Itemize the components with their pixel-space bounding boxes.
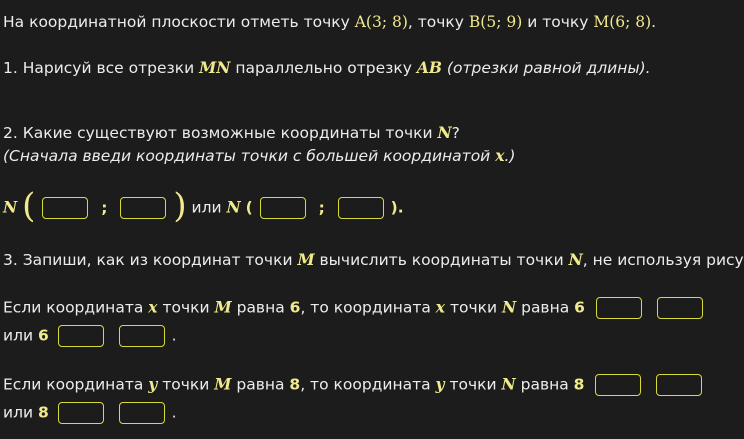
q3-text: , не используя рису (582, 251, 744, 269)
x-rule-text: точки (445, 298, 502, 317)
var-x: x (435, 297, 446, 317)
answer-row (3, 186, 404, 226)
x-num2-input[interactable] (119, 325, 165, 347)
question-2-hint (3, 146, 515, 166)
semicolon: ; (101, 198, 108, 217)
y-rule-text: точки (157, 375, 215, 394)
y-num1-input[interactable] (656, 374, 702, 396)
q1-text: 1. Нарисуй все отрезки (3, 59, 200, 77)
y-rule-text: точки (444, 375, 502, 394)
var-x: x (495, 146, 505, 165)
question-3 (3, 250, 744, 270)
y-rule-text: равна (231, 375, 290, 394)
x-rule-text: равна (516, 298, 575, 317)
y-value: 8 (37, 403, 49, 422)
intro-text: На координатной плоскости отметь точку (3, 13, 355, 31)
x-rule-or-line (3, 325, 177, 347)
y-rule-text: , то координата (300, 375, 436, 394)
q1-note: (отрезки равной длины). (442, 59, 651, 77)
y-rule-or-line (3, 402, 177, 424)
var-x: x (148, 297, 158, 317)
question-2 (3, 123, 460, 143)
n1-x-input[interactable] (42, 197, 88, 219)
question-1 (3, 58, 651, 78)
or-text: или (191, 198, 227, 217)
q3-text: вычислить координаты точки (314, 251, 569, 269)
x-value: 6 (574, 298, 585, 317)
y-num2-input[interactable] (119, 402, 165, 424)
x-rule-text: равна (231, 298, 290, 317)
n1-y-input[interactable] (120, 197, 166, 219)
point-a: A(3; 8) (354, 13, 408, 31)
x-rule-line (3, 297, 705, 319)
y-value: 8 (289, 375, 301, 394)
y-rule-text: Если координата (3, 375, 149, 394)
intro-text: , точку (407, 13, 469, 31)
n2-y-input[interactable] (338, 197, 384, 219)
q2-hint-text: .) (504, 147, 516, 165)
period: . (171, 403, 177, 422)
y-rule-text: равна (515, 375, 574, 394)
var-y: y (435, 374, 445, 394)
y-op1-input[interactable] (595, 374, 641, 396)
x-rule-text: Если координата (3, 298, 149, 317)
semicolon: ; (318, 198, 325, 217)
x-value: 6 (37, 326, 49, 345)
intro-line (3, 12, 656, 32)
x-op2-input[interactable] (58, 325, 104, 347)
point-m: M (297, 250, 315, 269)
point-n-label: N (226, 197, 241, 217)
n2-x-input[interactable] (260, 197, 306, 219)
or-text: или (3, 403, 38, 422)
close-paren: ). (390, 198, 404, 217)
x-rule-text: , то координата (300, 298, 436, 317)
period: . (171, 326, 177, 345)
point-b: B(5; 9) (468, 13, 523, 31)
y-op2-input[interactable] (58, 402, 104, 424)
x-op1-input[interactable] (596, 297, 642, 319)
point-m: M (214, 297, 232, 317)
close-paren: ) (173, 186, 187, 226)
point-n-label: N (3, 197, 18, 217)
q3-text: 3. Запиши, как из координат точки (3, 251, 298, 269)
y-rule-line (3, 374, 704, 396)
y-value: 8 (573, 375, 585, 394)
point-n: N (502, 297, 517, 317)
intro-text: . (651, 13, 657, 31)
segment-ab: AB (416, 58, 442, 77)
point-m: M(6; 8) (593, 13, 652, 31)
var-y: y (148, 374, 158, 394)
q2-text: 2. Какие существуют возможные координаты точки (3, 124, 438, 142)
point-n: N (501, 374, 516, 394)
intro-text: и точку (522, 13, 594, 31)
open-paren: ( (22, 186, 36, 226)
q2-hint-text: (Сначала введи координаты точки с большей координатой (3, 147, 496, 165)
x-num1-input[interactable] (657, 297, 703, 319)
or-text: или (3, 326, 38, 345)
point-n: N (437, 123, 452, 142)
point-m: M (214, 374, 232, 394)
q1-text: параллельно отрезку (230, 59, 417, 77)
x-rule-text: точки (157, 298, 215, 317)
point-n: N (568, 250, 583, 269)
q2-text: ? (451, 124, 460, 142)
x-value: 6 (289, 298, 301, 317)
open-paren: ( (245, 198, 253, 217)
segment-mn: MN (199, 58, 231, 77)
